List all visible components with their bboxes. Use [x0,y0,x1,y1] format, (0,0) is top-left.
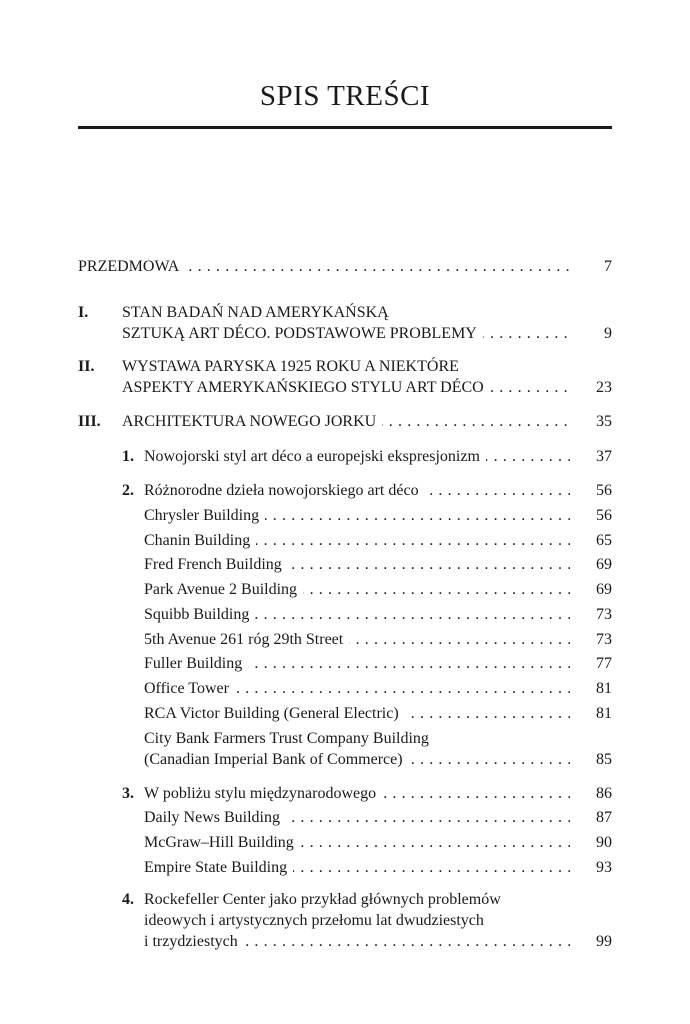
toc-entry-label: Różnorodne dzieła nowojorskiego art déco [144,482,425,499]
toc-entry-label: PRZEDMOWA [78,258,185,275]
toc-entry-label: 5th Avenue 261 róg 29th Street [144,631,349,648]
toc-entry-label: STAN BADAŃ NAD AMERYKAŃSKĄ [122,304,395,321]
toc-entry-label: Fred French Building [144,556,288,573]
toc-page-number: 81 [596,705,612,722]
toc-entry-chapter-1[interactable] [144,446,612,468]
toc-page-number: 87 [596,809,612,826]
toc-page-number: 69 [596,556,612,573]
toc-entry-item[interactable] [144,749,612,771]
toc-page-number: 69 [596,581,612,598]
toc-page-number: 77 [596,655,612,672]
toc-page-number: 35 [596,413,612,430]
toc-entry-section-3[interactable] [122,411,612,433]
toc-entry-item[interactable] [144,857,612,879]
toc-entry-chapter-2[interactable] [144,480,612,502]
toc-entry-item-line1[interactable] [144,728,612,750]
toc-entry-section-2-line1[interactable] [122,356,612,378]
toc-entry-item[interactable] [144,807,612,829]
toc-entry-label: RCA Victor Building (General Electric) [144,705,405,722]
chapter-number: 2. [122,482,134,499]
chapter-number: 3. [122,785,134,802]
toc-entry-section-1[interactable] [122,323,612,345]
toc-entry-chapter-4[interactable] [144,931,612,953]
toc-entry-item[interactable] [144,629,612,651]
toc-page-number: 85 [596,751,612,768]
toc-page-number: 86 [596,785,612,802]
toc-entry-item[interactable] [144,530,612,552]
toc-entry-label: McGraw–Hill Building [144,834,300,851]
toc-entry-label: Empire State Building [144,859,293,876]
toc-entry-item[interactable] [144,678,612,700]
toc-entry-label: WYSTAWA PARYSKA 1925 ROKU A NIEKTÓRE [122,358,465,375]
toc-entry-label: Daily News Building [144,809,286,826]
toc-page-number: 81 [596,680,612,697]
toc-page-number: 93 [596,859,612,876]
toc-entry-chapter-4-line2[interactable] [144,910,612,932]
toc-page-number: 73 [596,631,612,648]
toc-entry-label: ASPEKTY AMERYKAŃSKIEGO STYLU ART DÉCO [122,379,490,396]
section-number: II. [78,358,95,375]
section-number: III. [78,413,101,430]
toc-entry-label: Nowojorski styl art déco a europejski ekspresjonizm [144,448,486,465]
toc-entry-label: Chanin Building [144,532,256,549]
toc-page-number: 90 [596,834,612,851]
toc-entry-label: Chrysler Building [144,507,265,524]
toc-entry-przedmowa[interactable] [78,256,612,278]
toc-entry-label: Office Tower [144,680,235,697]
toc-entry-chapter-4-line1[interactable] [144,889,612,911]
toc-entry-item[interactable] [144,832,612,854]
toc-entry-chapter-3[interactable] [144,783,612,805]
toc-entry-label: Rockefeller Center jako przykład głównych problemów [144,891,507,908]
toc-entry-section-1-line1[interactable] [122,302,612,324]
toc-entry-label: Squibb Building [144,606,255,623]
toc-entry-label: ARCHITEKTURA NOWEGO JORKU [122,413,382,430]
toc-page-number: 37 [596,448,612,465]
toc-entry-item[interactable] [144,604,612,626]
section-number: I. [78,304,89,321]
toc-entry-label: Fuller Building [144,655,248,672]
toc-page-number: 65 [596,532,612,549]
toc-entry-item[interactable] [144,703,612,725]
toc-page-number: 56 [596,482,612,499]
toc-entry-label: Park Avenue 2 Building [144,581,303,598]
toc-page-number: 56 [596,507,612,524]
table-of-contents [78,0,612,1024]
toc-entry-section-2[interactable] [122,377,612,399]
toc-entry-label: ideowych i artystycznych przełomu lat dwudziestych [144,912,490,929]
toc-entry-item[interactable] [144,653,612,675]
toc-entry-label: i trzydziestych [144,933,244,950]
toc-entry-item[interactable] [144,579,612,601]
toc-entry-item[interactable] [144,505,612,527]
toc-page-number: 73 [596,606,612,623]
toc-entry-label: (Canadian Imperial Bank of Commerce) [144,751,409,768]
toc-page-number: 9 [604,325,612,342]
chapter-number: 1. [122,448,134,465]
toc-entry-label: W pobliżu stylu międzynarodowego [144,785,382,802]
chapter-number: 4. [122,891,134,908]
page-title: SPIS TREŚCI [259,80,431,112]
toc-page-number: 7 [604,258,612,275]
toc-page-number: 23 [596,379,612,396]
toc-entry-item[interactable] [144,554,612,576]
toc-entry-label: SZTUKĄ ART DÉCO. PODSTAWOWE PROBLEMY [122,325,483,342]
toc-page-number: 99 [596,933,612,950]
toc-entry-label: City Bank Farmers Trust Company Building [144,730,435,747]
